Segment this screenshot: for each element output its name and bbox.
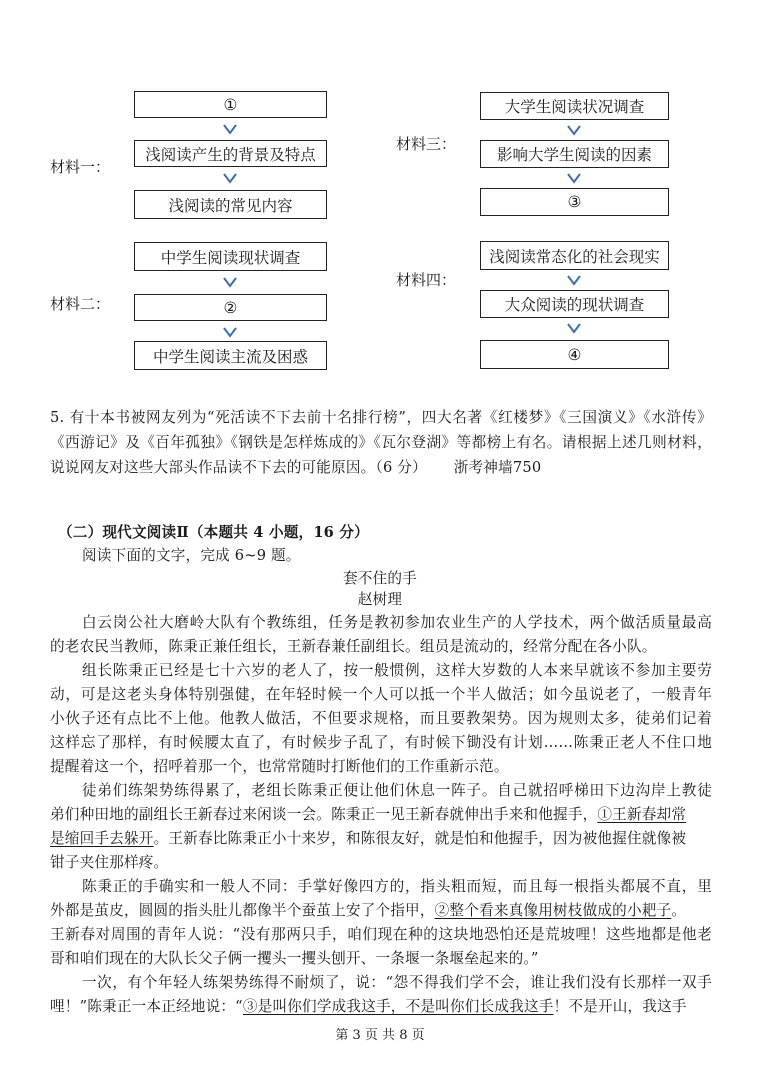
p2-line-2: 动，可是这老头身体特别强健，在年轻时候一个人可以抵一个半人做活；如今虽说老了，一般青年 [50,686,712,703]
m4-box-3: ④ [480,340,669,369]
q5-line-1: 5. 有十本书被网友列为“死活读不下去前十名排行榜”，四大名著《红楼梦》《三国演义》《水浒传》 [50,409,712,426]
p3-line-4: 钳子夹住那样疼。 [50,854,169,871]
m1-box-1: ① [134,91,327,118]
down-arrow-icon [566,123,582,137]
p5-line-1: 一次，有个年轻人练架势练得不耐烦了，说：“怨不得我们学不会，谁让我们没有长那样一双手 [82,974,712,991]
p1-line-2: 的老农民当教师，陈秉正兼任组长，王新春兼任副组长。组员是流动的，经常分配在各小队。 [50,638,657,655]
material-three-label: 材料三： [396,135,457,153]
underlined-sentence-1: ①王新春却常 [597,806,687,823]
p1-line-1: 白云岗公社大磨岭大队有个教练组，任务是教初参加农业生产的人学技术，两个做活质量最高 [82,614,712,631]
m4-box-2: 大众阅读的现状调查 [480,290,669,318]
down-arrow-icon [222,171,238,185]
section-heading: （二）现代文阅读Ⅱ（本题共 4 小题，16 分） [58,524,369,541]
p5-line-2 [50,995,712,1016]
m2-box-1: 中学生阅读现状调查 [134,242,327,271]
m2-box-2: ② [134,294,327,321]
q5-line-3 [50,456,712,477]
page-footer: 第 3 页 共 8 页 [335,1028,425,1043]
p4-line-2-end: 。 [671,902,687,919]
q5-line-2: 《西游记》及《百年孤独》《钢铁是怎样炼成的》《瓦尔登湖》等都榜上有名。请根据上述几则材料， [50,434,712,451]
m2-box-3: 中学生阅读主流及困惑 [134,341,327,370]
q5-line-3-text: 说说网友对这些大部头作品读不下去的可能原因。（6 分） [50,459,427,476]
p3-line-2-text: 弟们种田地的副组长王新春过来闲谈一会。陈秉正一见王新春就伸出手来和他握手， [50,806,598,823]
watermark-text: 浙考神墙750 [453,459,542,476]
p3-line-3-text: 。王新春比陈秉正小十来岁，和陈很友好，就是怕和他握手，因为被他握住就像被 [153,830,687,847]
underlined-sentence-3: ③是叫你们学成我这手，不是叫你们长成我这手 [242,998,554,1015]
p2-line-3: 小伙子还有点比不上他。他教人做活，不但要求规格，而且要教架势。因为规则太多，徒弟们记着 [50,710,712,727]
p3-line-1: 徒弟们练架势练得累了，老组长陈秉正便让他们休息一阵子。自己就招呼梯田下边沟岸上教徒 [82,782,712,799]
m1-box-2: 浅阅读产生的背景及特点 [134,140,327,167]
p4-line-2 [50,899,712,920]
p5-line-2-text: 哩！”陈秉正一本正经地说：“ [50,998,243,1015]
p2-line-4: 这样忘了那样，有时候腰太直了，有时候步子乱了，有时候下锄没有计划……陈秉正老人不住口地 [50,734,712,751]
m3-box-1: 大学生阅读状况调查 [480,92,669,120]
p4-line-2-text: 外都是茧皮，圆圆的指头肚儿都像半个蚕茧上安了个指甲， [50,902,435,919]
p3-line-3 [50,827,712,848]
p2-line-1: 组长陈秉正已经是七十六岁的老人了，按一般惯例，这样大岁数的人本来早就该不参加主要劳 [82,662,712,679]
article-author: 赵树理 [357,591,403,608]
p3-line-2 [50,803,712,824]
down-arrow-icon [222,275,238,289]
down-arrow-icon [222,325,238,339]
material-four-label: 材料四： [396,271,457,289]
m4-box-1: 浅阅读常态化的社会现实 [480,241,669,270]
down-arrow-icon [566,273,582,287]
m3-box-2: 影响大学生阅读的因素 [480,140,669,168]
p5-line-2-end: ！不是开山，我这手 [553,998,687,1015]
underlined-sentence-2: ②整个看来真像用树枝做成的小耙子 [434,902,672,919]
section-instruction: 阅读下面的文字，完成 6~9 题。 [82,547,301,564]
down-arrow-icon [566,171,582,185]
p4-line-1: 陈秉正的手确实和一般人不同：手掌好像四方的，指头粗而短，而且每一根指头都展不直，里 [82,878,712,895]
underlined-sentence-1-end: 是缩回手去躲开 [50,830,154,847]
m3-box-3: ③ [480,188,669,216]
p4-line-4: 哥和咱们现在的大队长父子俩一攫头一攫头刨开、一条堰一条堰垒起来的。” [50,950,539,967]
p2-line-5: 提醒着这一个，招呼着那一个，也常常随时打断他们的工作重新示范。 [50,758,509,775]
down-arrow-icon [222,122,238,136]
m1-box-3: 浅阅读的常见内容 [134,190,327,219]
article-title: 套不住的手 [343,570,417,587]
p4-line-3: 王新春对周围的青年人说：“没有那两只手，咱们现在种的这块地恐怕还是荒坡哩！这些地都是他老 [50,926,712,943]
material-one-label: 材料一： [50,158,111,176]
material-two-label: 材料二： [50,295,111,313]
down-arrow-icon [566,321,582,335]
